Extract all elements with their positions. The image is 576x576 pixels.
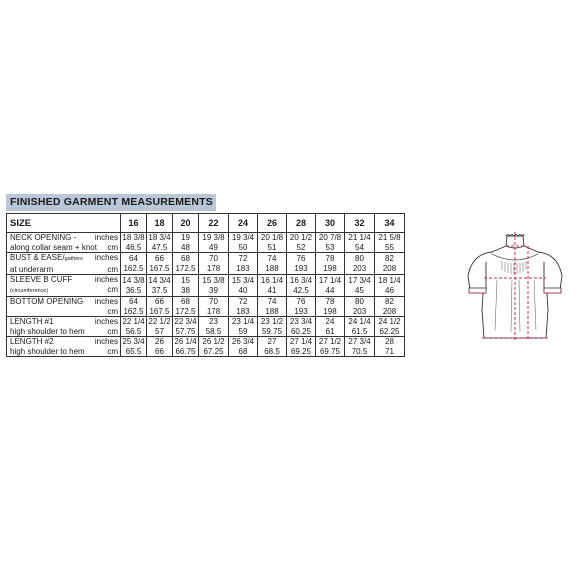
measurement-label (7, 317, 121, 337)
value-cm: 183 (236, 263, 250, 273)
value-cm: 188 (265, 306, 279, 316)
value-cm: 46 (385, 285, 394, 295)
measurement-cell (375, 233, 405, 253)
measurement-label (7, 253, 121, 275)
value-cm: 54 (355, 242, 364, 252)
table-row (7, 275, 405, 297)
measurement-cell (199, 275, 229, 297)
value-cm: 172.5 (175, 263, 196, 273)
measurement-cell (173, 233, 199, 253)
unit-inches: inches (94, 317, 118, 326)
value-cm: 65.5 (125, 346, 142, 356)
value-inches: 18 3/4 (148, 233, 171, 242)
size-label: SIZE (7, 214, 121, 233)
measurement-cell (316, 233, 345, 253)
measurement-cell (345, 233, 375, 253)
measurement-cell (121, 337, 147, 357)
measurement-cell (199, 317, 229, 337)
value-inches: 66 (155, 254, 164, 263)
value-cm: 172.5 (175, 306, 196, 316)
label-line1: LENGTH #2 (10, 337, 54, 346)
value-cm: 167.5 (149, 263, 170, 273)
label-line1: SLEEVE B CUFF (10, 275, 73, 284)
unit-cm: cm (107, 306, 118, 316)
unit-inches: inches (94, 297, 118, 306)
measurement-cell (345, 297, 375, 317)
value-cm: 69.75 (319, 346, 341, 356)
value-inches: 74 (267, 254, 277, 263)
value-inches: 21 1/4 (348, 233, 371, 242)
measurement-cell (375, 317, 405, 337)
measurement-label (7, 297, 121, 317)
value-inches: 18 1/4 (378, 276, 401, 285)
table-title: FINISHED GARMENT MEASUREMENTS (6, 194, 216, 211)
table-row (7, 253, 405, 275)
value-inches: 27 (267, 337, 277, 346)
value-cm: 167.5 (149, 306, 170, 316)
measurement-label (7, 233, 121, 253)
value-cm: 44 (325, 285, 335, 295)
value-inches: 76 (296, 254, 306, 263)
measurement-cell (316, 275, 345, 297)
label-line1: LENGTH #1 (10, 317, 54, 326)
unit-inches: inches (94, 275, 118, 284)
value-inches: 14 3/4 (148, 276, 171, 285)
value-cm: 52 (296, 242, 306, 252)
measurement-cell (147, 253, 173, 275)
label-line2: along collar seam + knot (10, 242, 97, 252)
value-cm: 68.5 (264, 346, 280, 356)
measurement-cell (229, 233, 258, 253)
value-cm: 42.5 (293, 285, 309, 295)
unit-cm: cm (107, 284, 118, 294)
measurement-cell (258, 317, 287, 337)
measurement-cell (375, 297, 405, 317)
value-cm: 38 (181, 285, 190, 295)
value-inches: 70 (209, 297, 218, 306)
value-inches: 15 (181, 276, 190, 285)
value-cm: 59.75 (261, 326, 283, 336)
size-heading: 34 (375, 214, 405, 233)
measurement-cell (147, 317, 173, 337)
value-cm: 183 (236, 306, 250, 316)
value-inches: 22 1/4 (122, 317, 145, 326)
size-heading: 28 (287, 214, 316, 233)
unit-inches: inches (94, 233, 118, 242)
value-cm: 203 (352, 263, 367, 273)
measurement-cell (147, 297, 173, 317)
measurement-cell (345, 253, 375, 275)
value-cm: 61.5 (351, 326, 368, 336)
value-cm: 53 (325, 242, 335, 252)
measurement-cell (173, 317, 199, 337)
value-cm: 57.75 (175, 326, 196, 336)
label-note: gathers (64, 256, 83, 262)
value-inches: 70 (209, 254, 218, 263)
value-cm: 48 (181, 242, 190, 252)
measurement-cell (173, 253, 199, 275)
value-inches: 72 (238, 254, 248, 263)
measurement-cell (121, 317, 147, 337)
value-inches: 64 (129, 254, 138, 263)
value-cm: 71 (385, 346, 394, 356)
measurement-label (7, 337, 121, 357)
value-inches: 22 3/4 (174, 317, 197, 326)
label-line1: NECK OPENING - (10, 233, 77, 242)
value-inches: 72 (238, 297, 248, 306)
measurement-cell (147, 275, 173, 297)
measurement-cell (229, 317, 258, 337)
value-inches: 27 1/4 (289, 337, 313, 346)
value-inches: 82 (385, 254, 394, 263)
value-inches: 28 (385, 337, 394, 346)
value-inches: 22 1/2 (148, 317, 171, 326)
measurement-cell (229, 337, 258, 357)
measurement-cell (121, 253, 147, 275)
value-inches: 20 1/2 (289, 233, 313, 242)
measurement-cell (229, 275, 258, 297)
value-cm: 208 (382, 306, 397, 316)
table-row (7, 337, 405, 357)
value-cm: 198 (323, 306, 337, 316)
value-inches: 15 3/4 (231, 276, 255, 285)
measurement-cell (199, 253, 229, 275)
measurement-cell (345, 317, 375, 337)
measurement-cell (258, 297, 287, 317)
value-cm: 39 (209, 285, 218, 295)
measurement-cell (287, 337, 316, 357)
measurement-cell (316, 337, 345, 357)
value-inches: 78 (325, 297, 335, 306)
left-cuff (469, 288, 486, 293)
value-inches: 64 (129, 297, 138, 306)
measurement-cell (199, 297, 229, 317)
measurement-cell (173, 275, 199, 297)
measurement-cell (258, 337, 287, 357)
measurement-cell (287, 275, 316, 297)
value-cm: 40 (238, 285, 248, 295)
value-cm: 36.5 (125, 285, 142, 295)
value-inches: 25 3/4 (122, 337, 145, 346)
measurement-cell (121, 233, 147, 253)
value-cm: 70.5 (351, 346, 368, 356)
measurement-cell (287, 253, 316, 275)
measurement-cell (121, 297, 147, 317)
label-line2: high shoulder to hem (10, 326, 85, 336)
measurement-cell (229, 253, 258, 275)
value-cm: 66 (155, 346, 164, 356)
value-cm: 49 (209, 242, 218, 252)
value-cm: 41 (267, 285, 277, 295)
value-cm: 162.5 (123, 263, 144, 273)
table-row (7, 297, 405, 317)
value-cm: 60.25 (290, 326, 312, 336)
measurement-cell (287, 297, 316, 317)
measurement-cell (316, 253, 345, 275)
value-cm: 69.25 (290, 346, 312, 356)
measurement-cell (147, 233, 173, 253)
value-inches: 23 3/4 (289, 317, 313, 326)
label-line1: BUST & EASE/ (10, 253, 65, 262)
value-inches: 17 1/4 (318, 276, 342, 285)
value-cm: 45 (355, 285, 364, 295)
value-inches: 26 1/2 (202, 337, 225, 346)
measurement-cell (258, 233, 287, 253)
size-heading: 24 (229, 214, 258, 233)
value-inches: 26 3/4 (231, 337, 255, 346)
value-inches: 82 (385, 297, 394, 306)
value-inches: 23 1/4 (231, 317, 255, 326)
measurement-cell (229, 297, 258, 317)
value-inches: 19 3/4 (231, 233, 255, 242)
value-inches: 20 7/8 (318, 233, 342, 242)
size-heading: 20 (173, 214, 199, 233)
measurement-cell (121, 275, 147, 297)
value-cm: 193 (294, 263, 308, 273)
value-inches: 18 3/8 (122, 233, 145, 242)
measurement-cell (287, 317, 316, 337)
label-line1: BOTTOM OPENING (10, 297, 84, 306)
value-cm: 162.5 (123, 306, 144, 316)
measurement-cell (345, 275, 375, 297)
measurement-cell (375, 275, 405, 297)
unit-cm: cm (107, 346, 118, 356)
measurement-cell (375, 337, 405, 357)
value-cm: 55 (385, 242, 394, 252)
measurement-cell (316, 297, 345, 317)
measurement-cell (345, 337, 375, 357)
unit-inches: inches (94, 337, 118, 346)
value-inches: 19 (181, 233, 190, 242)
value-inches: 24 1/2 (378, 317, 401, 326)
value-cm: 46.5 (125, 242, 142, 252)
value-cm: 193 (294, 306, 308, 316)
table-row (7, 233, 405, 253)
right-cuff (544, 288, 561, 293)
value-inches: 16 3/4 (289, 276, 313, 285)
value-inches: 27 1/2 (318, 337, 342, 346)
value-inches: 16 1/4 (260, 276, 284, 285)
measurement-cell (258, 275, 287, 297)
value-inches: 24 (325, 317, 335, 326)
value-cm: 67.25 (203, 346, 224, 356)
value-cm: 198 (323, 263, 337, 273)
value-inches: 23 1/2 (260, 317, 284, 326)
unit-inches: inches (94, 253, 118, 262)
unit-cm: cm (107, 326, 118, 336)
value-cm: 62.25 (379, 326, 400, 336)
size-heading: 18 (147, 214, 173, 233)
measurement-cell (287, 233, 316, 253)
unit-cm: cm (107, 242, 118, 252)
measurement-cell (258, 253, 287, 275)
measurement-cell (173, 337, 199, 357)
measurement-cell (375, 253, 405, 275)
value-cm: 178 (206, 306, 221, 316)
table-row (7, 317, 405, 337)
value-cm: 58.5 (205, 326, 222, 336)
unit-cm: cm (107, 264, 118, 274)
value-cm: 59 (238, 326, 248, 336)
measurement-label (7, 275, 121, 297)
value-inches: 23 (209, 317, 218, 326)
value-inches: 66 (155, 297, 164, 306)
value-inches: 19 3/8 (202, 233, 225, 242)
label-note: (circumference) (10, 287, 49, 294)
size-heading: 16 (121, 214, 147, 233)
value-inches: 21 5/8 (378, 233, 401, 242)
value-inches: 26 1/4 (174, 337, 197, 346)
measurements-table (6, 213, 405, 357)
value-inches: 14 3/8 (122, 276, 145, 285)
value-inches: 74 (267, 297, 277, 306)
size-heading: 22 (199, 214, 229, 233)
value-cm: 66.75 (175, 346, 196, 356)
value-cm: 203 (352, 306, 367, 316)
value-inches: 68 (181, 254, 190, 263)
value-cm: 56.5 (125, 326, 142, 336)
label-line2: high shoulder to hem (10, 346, 85, 356)
value-inches: 76 (296, 297, 306, 306)
measurement-cell (173, 297, 199, 317)
value-cm: 47.5 (151, 242, 168, 252)
value-cm: 188 (265, 263, 279, 273)
size-heading: 30 (316, 214, 345, 233)
measurement-cell (316, 317, 345, 337)
measurement-cell (147, 337, 173, 357)
measurement-cell (199, 337, 229, 357)
blouse-illustration (462, 232, 568, 374)
value-inches: 80 (355, 297, 364, 306)
value-cm: 208 (382, 263, 397, 273)
value-inches: 17 3/4 (348, 276, 371, 285)
value-cm: 50 (238, 242, 248, 252)
size-header-row (7, 214, 405, 233)
value-inches: 78 (325, 254, 335, 263)
size-heading: 32 (345, 214, 375, 233)
value-inches: 26 (155, 337, 164, 346)
value-cm: 68 (238, 346, 248, 356)
value-inches: 68 (181, 297, 190, 306)
value-inches: 15 3/8 (202, 276, 225, 285)
measurement-cell (199, 233, 229, 253)
value-inches: 20 1/8 (260, 233, 284, 242)
value-cm: 51 (267, 242, 277, 252)
value-inches: 80 (355, 254, 364, 263)
value-cm: 37.5 (151, 285, 168, 295)
value-cm: 178 (206, 263, 221, 273)
value-cm: 61 (325, 326, 335, 336)
value-inches: 27 3/4 (348, 337, 371, 346)
size-heading: 26 (258, 214, 287, 233)
value-inches: 24 1/4 (348, 317, 371, 326)
value-cm: 57 (155, 326, 164, 336)
label-line2: at underarm (10, 264, 54, 274)
